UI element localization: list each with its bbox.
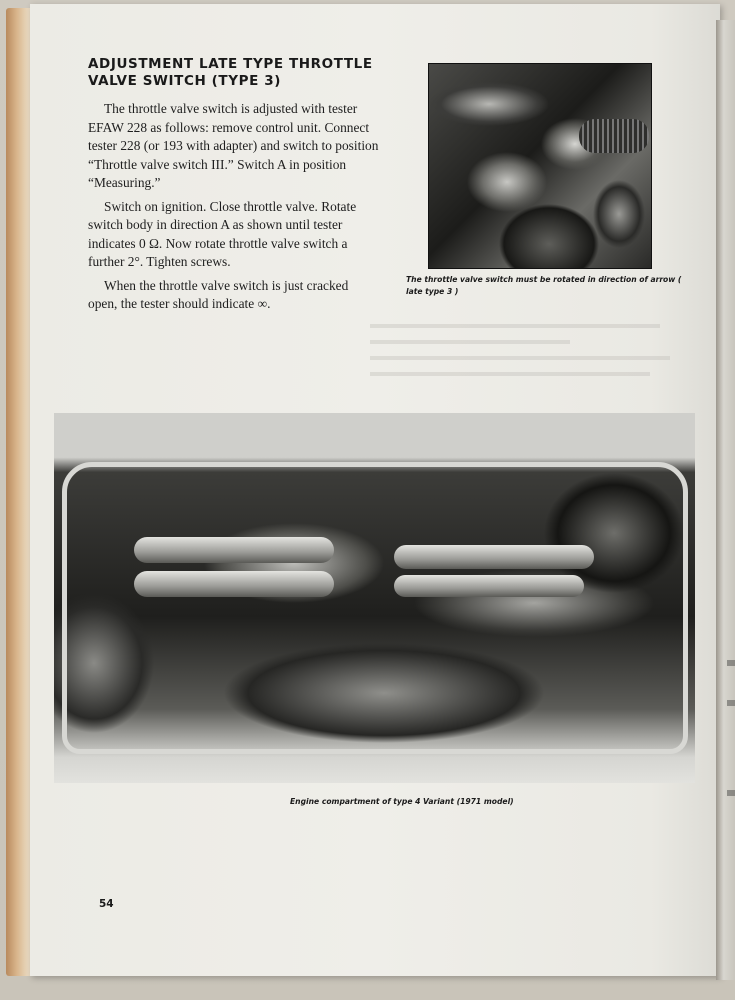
throttle-switch-photo [428,63,652,269]
page-number: 54 [99,898,114,910]
engine-caption: Engine compartment of type 4 Variant (1971 model) [290,797,514,806]
facing-page-edge [716,20,735,980]
paragraph-tester-setup: The throttle valve switch is adjusted with tester EFAW 228 as follows: remove control unit. Connect tester 228 (or 193 with adapter) and switch to position “Throttle valve switch III.” Switch A in position “Measuring.” [88,101,379,190]
throttle-switch-caption: The throttle valve switch must be rotated in direction of arrow ( late type 3 ) [406,275,682,296]
section-heading [88,56,388,90]
section-heading-line-1: ADJUSTMENT LATE TYPE THROTTLE [88,56,373,72]
facing-page-text-fragment [727,790,735,796]
facing-page-text-fragment [727,660,735,666]
paragraph-adjustment-steps: Switch on ignition. Close throttle valve. Rotate switch body in direction A as shown until tester indicates 0 Ω. Now rotate throttle valve switch a further 2°. Tighten screws. [88,198,357,269]
bleed-through-text [370,340,570,344]
engine-lid-frame [62,462,688,754]
body-text [88,100,380,319]
bleed-through-text [370,372,650,376]
facing-page-text-fragment [727,700,735,706]
section-heading-line-2: VALVE SWITCH (TYPE 3) [88,73,281,89]
bleed-through-text [370,356,670,360]
bleed-through-text [370,324,660,328]
paragraph-check-open: When the throttle valve switch is just cracked open, the tester should indicate ∞. [88,277,349,311]
